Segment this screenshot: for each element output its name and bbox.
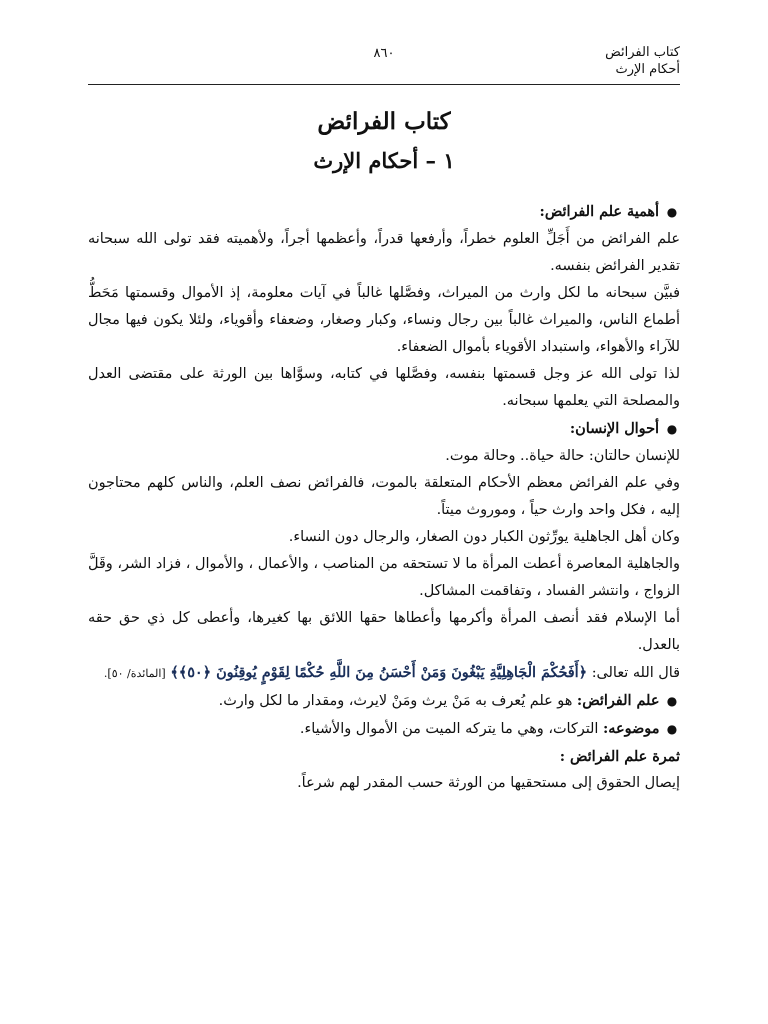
book-title: كتاب الفرائض (317, 108, 451, 135)
heading-text: أحوال الإنسان: (569, 420, 659, 437)
subject-text: التركات، وهي ما يتركه الميت من الأموال والأشياء. (299, 721, 599, 737)
paragraph: والجاهلية المعاصرة أعطت المرأة ما لا تستحقه من المناصب ، والأعمال ، والأموال ، فزاد الشر، وقَلَّ الزواج ، وانتشر الفساد ، وتفاقمت المشاكل. (88, 556, 680, 599)
running-header (88, 44, 680, 84)
section-heading-importance (88, 198, 680, 226)
header-titles (605, 44, 680, 78)
verse-intro: قال الله تعالى: (591, 665, 680, 681)
paragraph: أما الإسلام فقد أنصف المرأة وأكرمها وأعطاها حقها اللائق بها كغيرها، وأعطى كل ذي حق حقه بالعدل. (88, 610, 680, 653)
subject-label: موضوعه: (603, 720, 660, 737)
header-book-title: كتاب الفرائض (605, 45, 680, 60)
paragraph: للإنسان حالتان: حالة حياة.. وحالة موت. (445, 448, 680, 464)
quran-verse-line (88, 659, 680, 687)
section-heading-human-states (88, 415, 680, 443)
page-number: ٨٦٠ (373, 46, 395, 61)
fruit-text: إيصال الحقوق إلى مستحقيها من الورثة حسب المقدر لهم شرعاً. (297, 775, 680, 791)
paragraph: علم الفرائض من أَجَلِّ العلوم خطراً، وأرفعها قدراً، وأعظمها أجراً، ولأهميته فقد تولى الله سبحانه تقدير الفرائض بنفسه. (88, 231, 680, 274)
bullet-icon: ● (666, 422, 678, 436)
paragraph: وكان أهل الجاهلية يورِّثون الكبار دون الصغار، والرجال دون النساء. (288, 529, 680, 545)
chapter-title: ١ – أحكام الإرث (313, 148, 455, 173)
paragraph: وفي علم الفرائض معظم الأحكام المتعلقة بالموت، فالفرائض نصف العلم، والناس كلهم محتاجون إليه ، فكل واحد وارث حياً ، وموروث ميتاً. (88, 475, 680, 518)
quran-verse: ﴿أَفَحُكْمَ الْجَاهِلِيَّةِ يَبْغُونَ وَمَنْ أَحْسَنُ مِنَ اللَّهِ حُكْمًا لِقَوْمٍ يُوقِنُونَ ﴿٥٠﴾﴾ (170, 664, 588, 681)
fruit-heading: ثمرة علم الفرائض : (559, 748, 680, 765)
bullet-icon: ● (666, 694, 678, 708)
header-chapter-title: أحكام الإرث (615, 62, 680, 77)
bullet-icon: ● (666, 205, 678, 219)
paragraph: فبيَّن سبحانه ما لكل وارث من الميراث، وفصَّلها غالباً في آيات معلومة، إذ الأموال وقسمتها مَحَطُّ أطماع الناس، والميراث غالباً بين رجال ونساء، وكبار وصغار، وضعفاء وأقوياء، ولئلا يكون فيها مجال للآراء والأهواء، واستبداد الأقوياء بأموال الضعفاء. (88, 285, 680, 355)
definition-item (88, 687, 680, 715)
verse-reference: [المائدة/ ٥٠]. (103, 667, 166, 680)
body-text (88, 198, 680, 797)
bullet-icon: ● (666, 722, 678, 736)
heading-text: أهمية علم الفرائض: (539, 203, 659, 220)
header-divider (88, 84, 680, 85)
definition-text: هو علم يُعرف به مَنْ يرث ومَنْ لايرث، ومقدار ما لكل وارث. (218, 693, 573, 709)
subject-item (88, 715, 680, 743)
definition-label: علم الفرائض: (576, 692, 660, 709)
paragraph: لذا تولى الله عز وجل قسمتها بنفسه، وفصَّلها في كتابه، وسوَّاها بين الورثة على مقتضى العدل والمصلحة التي يعلمها سبحانه. (88, 366, 680, 409)
